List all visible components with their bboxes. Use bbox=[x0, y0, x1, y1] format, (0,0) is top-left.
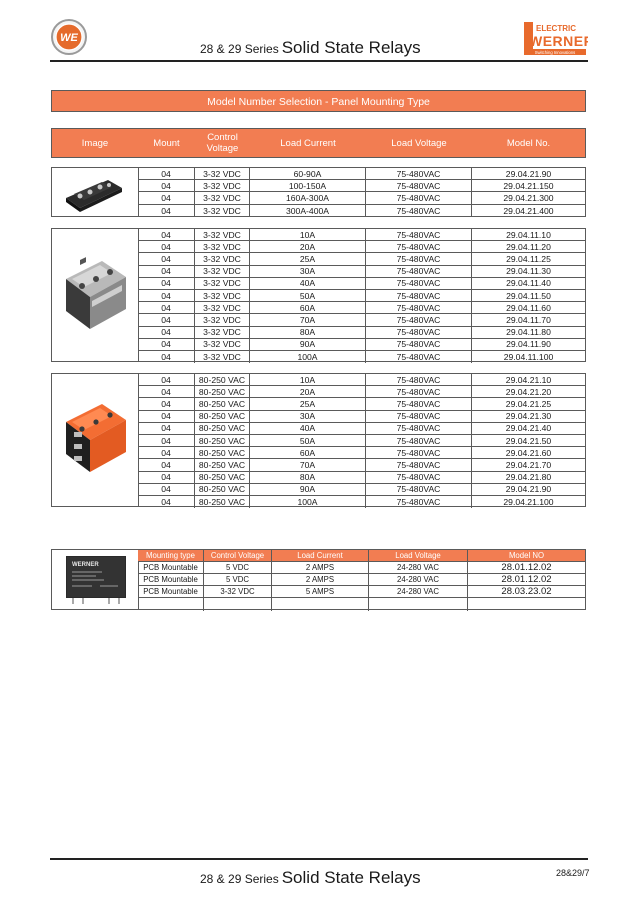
cell-control-voltage: 80-250 VAC bbox=[195, 484, 250, 495]
cell-load-voltage: 75-480VAC bbox=[366, 398, 472, 409]
cell-load-current: 100A bbox=[250, 496, 366, 508]
cell-mount: 04 bbox=[138, 229, 195, 240]
cell-load-voltage: 75-480VAC bbox=[366, 302, 472, 313]
cell-mount: 04 bbox=[138, 423, 195, 434]
cell-model-no: 29.04.21.25 bbox=[505, 398, 552, 409]
table-row bbox=[138, 168, 585, 180]
cell-control-voltage: 3-32 VDC bbox=[195, 327, 250, 338]
cell-mount: 04 bbox=[138, 411, 195, 422]
table-row bbox=[138, 290, 585, 302]
relay-module-image-icon bbox=[52, 168, 138, 216]
cell-mount: 04 bbox=[138, 302, 195, 313]
cell-load-current: 20A bbox=[250, 241, 366, 252]
cell-mount: 04 bbox=[138, 290, 195, 301]
product-image-cell bbox=[52, 229, 139, 361]
cell-mount: 04 bbox=[138, 484, 195, 495]
product-image-cell bbox=[52, 168, 139, 216]
cell-mount: 04 bbox=[138, 241, 195, 252]
cell-control-voltage: 3-32 VDC bbox=[195, 241, 250, 252]
footer-divider bbox=[50, 858, 588, 860]
pcb-cell-control-voltage: 3-32 VDC bbox=[204, 586, 272, 597]
cell-control-voltage: 3-32 VDC bbox=[195, 253, 250, 264]
cell-control-voltage: 80-250 VAC bbox=[195, 447, 250, 458]
cell-load-voltage: 75-480VAC bbox=[366, 290, 472, 301]
cell-load-voltage: 75-480VAC bbox=[366, 266, 472, 277]
cell-model-no: 29.04.11.25 bbox=[506, 253, 551, 264]
pcb-table-row bbox=[138, 586, 585, 598]
cell-load-voltage: 75-480VAC bbox=[366, 351, 472, 363]
pcb-cell-load-voltage: 24-280 VAC bbox=[369, 562, 468, 573]
group-rows bbox=[138, 229, 585, 363]
cell-model-no: 29.04.21.90 bbox=[505, 168, 552, 179]
cell-control-voltage: 3-32 VDC bbox=[195, 290, 250, 301]
cell-control-voltage: 3-32 VDC bbox=[195, 339, 250, 350]
pcb-cell-model-no: 28.01.12.02 bbox=[501, 562, 552, 573]
table-row bbox=[138, 302, 585, 314]
cell-model-no: 29.04.11.60 bbox=[506, 302, 551, 313]
col-header-load-current: Load Current bbox=[280, 137, 336, 149]
table-row bbox=[138, 472, 585, 484]
cell-load-voltage: 75-480VAC bbox=[366, 327, 472, 338]
pcb-device-brand: WERNER bbox=[72, 562, 99, 568]
page-number: 28&29/7 bbox=[556, 868, 590, 878]
cell-model-no: 29.04.21.70 bbox=[505, 459, 552, 470]
pcb-cell-mounting-type: PCB Mountable bbox=[138, 574, 204, 585]
group-rows bbox=[138, 168, 585, 217]
table-row bbox=[138, 459, 585, 471]
pcb-cell-load-voltage: 24-280 VAC bbox=[369, 586, 468, 597]
cell-load-current: 70A bbox=[250, 459, 366, 470]
cell-control-voltage: 3-32 VDC bbox=[195, 314, 250, 325]
page-footer-title bbox=[200, 868, 421, 888]
table-group-3 bbox=[51, 373, 586, 507]
cell-load-current: 80A bbox=[250, 472, 366, 483]
svg-text:WE: WE bbox=[60, 32, 78, 44]
pcb-col-mounting-type: Mounting type bbox=[138, 550, 204, 561]
cell-model-no: 29.04.21.300 bbox=[503, 192, 554, 203]
table-row bbox=[138, 435, 585, 447]
table-row bbox=[138, 180, 585, 192]
pcb-cell-load-current: 2 AMPS bbox=[272, 562, 369, 573]
cell-control-voltage: 3-32 VDC bbox=[195, 180, 250, 191]
cell-load-voltage: 75-480VAC bbox=[366, 484, 472, 495]
cell-mount: 04 bbox=[138, 314, 195, 325]
table-row bbox=[138, 339, 585, 351]
header-divider bbox=[50, 60, 588, 62]
footer-title: Solid State Relays bbox=[281, 868, 421, 887]
cell-mount: 04 bbox=[138, 180, 195, 191]
cell-model-no: 29.04.11.30 bbox=[506, 266, 551, 277]
cell-control-voltage: 3-32 VDC bbox=[195, 205, 250, 217]
cell-model-no: 29.04.21.100 bbox=[503, 496, 554, 507]
brand-logo bbox=[524, 22, 588, 56]
pcb-image-cell bbox=[52, 550, 139, 609]
pcb-cell-mounting-type: PCB Mountable bbox=[138, 586, 204, 597]
header-title: Solid State Relays bbox=[281, 38, 421, 57]
pcb-header-row bbox=[138, 550, 585, 562]
cell-model-no: 29.04.11.10 bbox=[506, 229, 551, 240]
cell-mount: 04 bbox=[138, 205, 195, 217]
cell-load-voltage: 75-480VAC bbox=[366, 447, 472, 458]
cell-load-voltage: 75-480VAC bbox=[366, 192, 472, 203]
brand-top-text: ELECTRIC bbox=[536, 24, 576, 33]
cell-mount: 04 bbox=[138, 266, 195, 277]
cell-load-current: 25A bbox=[250, 253, 366, 264]
cell-load-current: 50A bbox=[250, 290, 366, 301]
cell-load-voltage: 75-480VAC bbox=[366, 435, 472, 446]
col-header-mount: Mount bbox=[153, 137, 180, 149]
cell-load-current: 60A bbox=[250, 447, 366, 458]
cell-control-voltage: 80-250 VAC bbox=[195, 411, 250, 422]
cell-load-voltage: 75-480VAC bbox=[366, 411, 472, 422]
cell-control-voltage: 80-250 VAC bbox=[195, 472, 250, 483]
table-row bbox=[138, 229, 585, 241]
pcb-col-model-no: Model NO bbox=[508, 551, 545, 560]
table-row bbox=[138, 386, 585, 398]
table-row bbox=[138, 398, 585, 410]
cell-mount: 04 bbox=[138, 351, 195, 363]
pcb-empty-row bbox=[138, 598, 585, 611]
cell-mount: 04 bbox=[138, 472, 195, 483]
table-row bbox=[138, 241, 585, 253]
cell-control-voltage: 3-32 VDC bbox=[195, 302, 250, 313]
cell-load-current: 40A bbox=[250, 278, 366, 289]
orange-relay-image-icon bbox=[52, 374, 138, 506]
cell-load-current: 50A bbox=[250, 435, 366, 446]
section-banner: Model Number Selection - Panel Mounting Type bbox=[51, 90, 586, 112]
col-header-image: Image bbox=[81, 137, 109, 149]
cell-load-current: 300A-400A bbox=[250, 205, 366, 217]
cell-mount: 04 bbox=[138, 192, 195, 203]
cell-model-no: 29.04.21.40 bbox=[505, 423, 552, 434]
cell-control-voltage: 3-32 VDC bbox=[195, 168, 250, 179]
cell-load-current: 30A bbox=[250, 266, 366, 277]
cell-control-voltage: 3-32 VDC bbox=[195, 266, 250, 277]
footer-series: 28 & 29 Series bbox=[200, 872, 279, 886]
table-row bbox=[138, 278, 585, 290]
cell-model-no: 29.04.11.100 bbox=[503, 351, 554, 362]
cell-load-current: 60A bbox=[250, 302, 366, 313]
cell-load-current: 20A bbox=[250, 386, 366, 397]
cell-model-no: 29.04.11.80 bbox=[506, 327, 551, 338]
cell-mount: 04 bbox=[138, 398, 195, 409]
col-header-load-voltage: Load Voltage bbox=[391, 137, 447, 149]
werner-logo-icon bbox=[524, 22, 588, 56]
group-rows bbox=[138, 374, 585, 508]
company-logo-icon bbox=[50, 18, 88, 56]
header-series: 28 & 29 Series bbox=[200, 42, 279, 56]
cell-load-current: 100A bbox=[250, 351, 366, 363]
cell-model-no: 29.04.11.50 bbox=[506, 290, 551, 301]
cell-model-no: 29.04.21.400 bbox=[503, 205, 554, 216]
cell-mount: 04 bbox=[138, 339, 195, 350]
cell-load-current: 10A bbox=[250, 229, 366, 240]
table-row bbox=[138, 374, 585, 386]
pcb-col-control-voltage: Control Voltage bbox=[204, 550, 272, 561]
table-row bbox=[138, 496, 585, 508]
cell-control-voltage: 3-32 VDC bbox=[195, 192, 250, 203]
pcb-table-body bbox=[138, 550, 585, 611]
pcb-col-load-current: Load Current bbox=[272, 550, 369, 561]
table-row bbox=[138, 192, 585, 204]
cell-load-current: 30A bbox=[250, 411, 366, 422]
cell-load-current: 80A bbox=[250, 327, 366, 338]
cell-control-voltage: 3-32 VDC bbox=[195, 229, 250, 240]
table-row bbox=[138, 327, 585, 339]
cell-load-voltage: 75-480VAC bbox=[366, 314, 472, 325]
cell-load-voltage: 75-480VAC bbox=[366, 339, 472, 350]
cell-model-no: 29.04.21.50 bbox=[505, 435, 552, 446]
cell-mount: 04 bbox=[138, 435, 195, 446]
table-row bbox=[138, 411, 585, 423]
table-header bbox=[51, 128, 586, 158]
pcb-cell-mounting-type: PCB Mountable bbox=[138, 562, 204, 573]
pcb-cell-model-no: 28.03.23.02 bbox=[501, 586, 552, 597]
table-row bbox=[138, 266, 585, 278]
grey-relay-image-icon bbox=[52, 229, 138, 361]
pcb-cell-control-voltage: 5 VDC bbox=[204, 562, 272, 573]
cell-control-voltage: 3-32 VDC bbox=[195, 351, 250, 363]
cell-load-voltage: 75-480VAC bbox=[366, 168, 472, 179]
cell-load-voltage: 75-480VAC bbox=[366, 386, 472, 397]
cell-load-voltage: 75-480VAC bbox=[366, 180, 472, 191]
table-row bbox=[138, 314, 585, 326]
cell-load-current: 25A bbox=[250, 398, 366, 409]
cell-mount: 04 bbox=[138, 386, 195, 397]
table-row bbox=[138, 253, 585, 265]
cell-load-current: 70A bbox=[250, 314, 366, 325]
cell-mount: 04 bbox=[138, 253, 195, 264]
cell-load-current: 100-150A bbox=[250, 180, 366, 191]
cell-load-voltage: 75-480VAC bbox=[366, 374, 472, 385]
cell-control-voltage: 3-32 VDC bbox=[195, 278, 250, 289]
pcb-relay-image-icon bbox=[52, 550, 138, 609]
table-row bbox=[138, 484, 585, 496]
brand-tagline-text: Switching Innovations bbox=[534, 50, 576, 55]
product-image-cell bbox=[52, 374, 139, 506]
col-header-model-no: Model No. bbox=[506, 137, 551, 149]
cell-model-no: 29.04.21.30 bbox=[505, 411, 552, 422]
cell-control-voltage: 80-250 VAC bbox=[195, 423, 250, 434]
cell-model-no: 29.04.11.70 bbox=[506, 314, 551, 325]
pcb-col-load-voltage: Load Voltage bbox=[369, 550, 468, 561]
table-group-2 bbox=[51, 228, 586, 362]
cell-control-voltage: 80-250 VAC bbox=[195, 496, 250, 508]
cell-load-voltage: 75-480VAC bbox=[366, 205, 472, 217]
cell-model-no: 29.04.21.150 bbox=[503, 180, 554, 191]
pcb-cell-control-voltage: 5 VDC bbox=[204, 574, 272, 585]
cell-load-current: 60-90A bbox=[250, 168, 366, 179]
cell-load-current: 40A bbox=[250, 423, 366, 434]
pcb-table-row bbox=[138, 562, 585, 574]
cell-load-voltage: 75-480VAC bbox=[366, 459, 472, 470]
pcb-cell-model-no: 28.01.12.02 bbox=[501, 574, 552, 585]
cell-load-voltage: 75-480VAC bbox=[366, 472, 472, 483]
cell-control-voltage: 80-250 VAC bbox=[195, 386, 250, 397]
cell-load-voltage: 75-480VAC bbox=[366, 229, 472, 240]
col-header-control-voltage: Control Voltage bbox=[206, 132, 239, 154]
cell-load-current: 90A bbox=[250, 484, 366, 495]
cell-model-no: 29.04.11.20 bbox=[506, 241, 551, 252]
cell-model-no: 29.04.21.90 bbox=[505, 484, 552, 495]
pcb-cell-load-voltage: 24-280 VAC bbox=[369, 574, 468, 585]
cell-control-voltage: 80-250 VAC bbox=[195, 459, 250, 470]
cell-load-current: 10A bbox=[250, 374, 366, 385]
cell-mount: 04 bbox=[138, 327, 195, 338]
pcb-table-row bbox=[138, 574, 585, 586]
cell-model-no: 29.04.21.80 bbox=[505, 472, 552, 483]
cell-mount: 04 bbox=[138, 168, 195, 179]
table-row bbox=[138, 351, 585, 363]
cell-load-voltage: 75-480VAC bbox=[366, 278, 472, 289]
pcb-cell-load-current: 5 AMPS bbox=[272, 586, 369, 597]
cell-mount: 04 bbox=[138, 278, 195, 289]
pcb-table bbox=[51, 549, 586, 610]
cell-control-voltage: 80-250 VAC bbox=[195, 435, 250, 446]
cell-load-current: 160A-300A bbox=[250, 192, 366, 203]
table-group-1 bbox=[51, 167, 586, 217]
pcb-cell-load-current: 2 AMPS bbox=[272, 574, 369, 585]
table-row bbox=[138, 447, 585, 459]
cell-mount: 04 bbox=[138, 459, 195, 470]
table-row bbox=[138, 423, 585, 435]
table-row bbox=[138, 205, 585, 217]
cell-model-no: 29.04.21.60 bbox=[505, 447, 552, 458]
cell-mount: 04 bbox=[138, 447, 195, 458]
brand-name-text: WERNER bbox=[529, 33, 588, 49]
cell-load-voltage: 75-480VAC bbox=[366, 423, 472, 434]
cell-model-no: 29.04.11.90 bbox=[506, 339, 551, 350]
cell-load-current: 90A bbox=[250, 339, 366, 350]
cell-model-no: 29.04.11.40 bbox=[506, 278, 551, 289]
cell-load-voltage: 75-480VAC bbox=[366, 496, 472, 508]
cell-control-voltage: 80-250 VAC bbox=[195, 398, 250, 409]
cell-model-no: 29.04.21.20 bbox=[505, 386, 552, 397]
cell-model-no: 29.04.21.10 bbox=[505, 374, 552, 385]
page-header-title bbox=[200, 38, 421, 58]
cell-mount: 04 bbox=[138, 374, 195, 385]
cell-control-voltage: 80-250 VAC bbox=[195, 374, 250, 385]
cell-load-voltage: 75-480VAC bbox=[366, 241, 472, 252]
cell-load-voltage: 75-480VAC bbox=[366, 253, 472, 264]
cell-mount: 04 bbox=[138, 496, 195, 508]
